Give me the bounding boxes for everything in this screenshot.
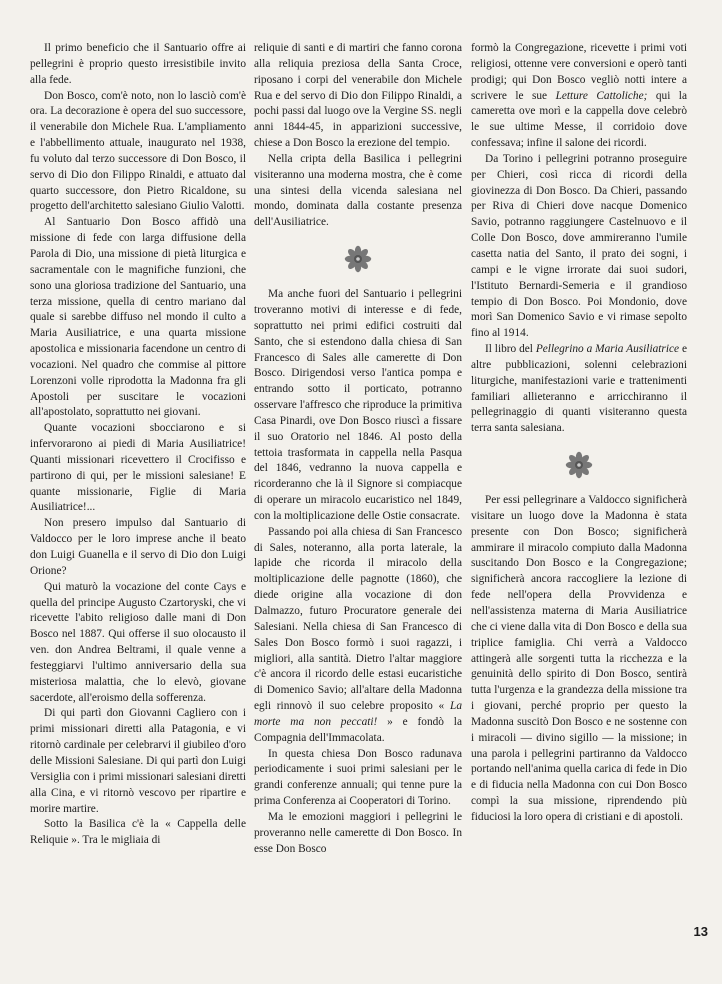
paragraph-text: Ma anche fuori del Santuario i pellegrini troveranno motivi di interesse e di fede, soprattutto nei primi edifici costruiti dal Santo, che si estendono dalla chiesa di San Francesco di Sales alle camerette di Don Bosco. Dirigendosi verso l'antica pompa e entrando sotto il porticato, potranno osservare l'affresco che riproduce la primitiva Casa Pinardi, ove Don Bosco riuscì a fissare il suo Oratorio nel 1846. Al posto della tettoia trasformata in cappella nella Pasqua del 1846, vedranno la nuova cappella e ricorderanno che là il Signore si compiacque di operare un miracolo eucaristico nel 1849, con la moltiplicazione delle Ostie consacrate. [254, 288, 462, 522]
paragraph [471, 342, 687, 437]
paragraph-text-continued: qui la cameretta ove morì e la cappella dove celebrò le sue ultime Messe, il corridoio dove confessava; infine il salone dei ricordi. [471, 89, 687, 150]
paragraph [30, 41, 246, 89]
paragraph-text: Ma le emozioni maggiori i pellegrini le proveranno nelle camerette di Don Bosco. In esse Don Bosco [254, 810, 462, 855]
page-number: 13 [693, 924, 708, 939]
paragraph [30, 817, 246, 849]
paragraph [30, 215, 246, 421]
paragraph [30, 580, 246, 707]
paragraph-text: Il primo beneficio che il Santuario offre ai pellegrini è proprio questo irresistibile invito alla fede. [30, 42, 246, 86]
paragraph-text: Sotto la Basilica c'è la « Cappella delle Reliquie ». Tra le migliaia di [30, 818, 246, 847]
paragraph-text: Da Torino i pellegrini potranno proseguire per Chieri, così ricca di ricordi della giovinezza di Don Bosco. Da Chieri, passando per Riva di Chieri dove nacque Domenico Savio, potranno raggiungere Castelnuovo e il Colle Don Bosco, dove ammireranno l'umile casetta natia del Santo, il prato dei sogni, i campi e le vigne irrorate dai suoi sudori, l'Istituto Bernardi-Semeria e il grandioso tempio di Don Bosco. Poi Mondonio, dove morì San Domenico Savio e vi rimase sepolto fino al 1914. [471, 152, 687, 340]
paragraph-text: Il libro del [485, 343, 533, 356]
paragraph-text: reliquie di santi e di martiri che fanno corona alla reliquia preziosa della Santa Croce, riposano i corpi del venerabile don Michele Rua e del servo di Dio don Filippo Rinaldi, a pochi passi dal luogo ove la Vergine SS. negli anni 1844-45, in apparizioni successive, chiese a Don Bosco la erezione del tempio. [254, 42, 462, 150]
text-column-1 [30, 41, 246, 946]
paragraph [254, 287, 462, 525]
paragraph-text: Non presero impulso dal Santuario di Valdocco per le loro imprese anche il beato don Luigi Guanella e il servo di Dio don Luigi Orione? [30, 517, 246, 577]
italic-title: Pellegrino a Maria Ausiliatrice [535, 343, 680, 356]
italic-title: La morte ma non peccati! [254, 700, 462, 728]
paragraph [30, 89, 246, 216]
paragraph [30, 706, 246, 817]
paragraph-text: Passando poi alla chiesa di San Francesco di Sales, noteranno, alla porta laterale, la lapide che ricorda il miracolo della moltiplicazione delle pagnotte (1860), che diede origine alla vocazione di don Dalmazzo, futuro Procuratore generale dei Salesiani. Nella chiesa di San Francesco di Sales Don Bosco formò i suoi ragazzi, i migliori, alla santità. Dietro l'altar maggiore c'è ancora il ricordo delle estasi eucaristiche di Domenico Savio; all'altare della Madonna egli rinnovò il suo celebre proposito « [254, 525, 462, 713]
paragraph-text: In questa chiesa Don Bosco radunava periodicamente i suoi primi salesiani per le grandi conferenze annuali; qui tenne pure la prima Conferenza ai Cooperatori di Torino. [254, 747, 462, 808]
paragraph-text: Di qui partì don Giovanni Cagliero con i primi missionari diretti alla Patagonia, e vi ritornò cardinale per celebrarvi il giubileo d'oro delle Missioni Salesiane. Di qui partì don Luigi Versiglia con i primi missionari salesiani diretti alla Cina, e vi ritornò vescovo per ripartire e morire martire. [30, 707, 246, 815]
paragraph [254, 41, 462, 152]
paragraph [254, 152, 462, 231]
paragraph [254, 525, 462, 747]
paragraph [471, 152, 687, 342]
paragraph-text-continued: » e fondò la Compagnia dell'Immacolata. [254, 715, 462, 744]
floral-ornament-icon [564, 450, 594, 480]
paragraph-text: Quante vocazioni sbocciarono e si infervorarono ai piedi di Maria Ausiliatrice! Quanti missionari ricevettero il Crocifisso e partirono di qui, per le missioni salesiane! E quante missionarie, Figlie di Maria Ausiliatrice!... [30, 422, 246, 514]
section-divider [471, 437, 687, 493]
paragraph [254, 810, 462, 858]
paragraph [471, 41, 687, 152]
paragraph [30, 516, 246, 579]
paragraph [471, 493, 687, 826]
paragraph-text: formò la Congregazione, ricevette i primi voti religiosi, ottenne vere conversioni e operò tanti prodigi; qui Don Bosco vegliò notti intere a scrivere le sue [471, 42, 687, 102]
paragraph [254, 747, 462, 810]
paragraph-text: Don Bosco, com'è noto, non lo lasciò com'è ora. La decorazione è opera del suo successore, il venerabile don Michele Rua. L'ampliamento e l'abbellimento attuale, inaugurato nel 1938, fu voluto dal terzo successore di Don Bosco, il servo di Dio don Filippo Rinaldi, e attuato dal quarto successore, don Pietro Ricaldone, su progetto dell'architetto salesiano Giulio Valotti. [30, 89, 246, 213]
floral-ornament-icon [343, 244, 373, 274]
section-divider [254, 231, 462, 287]
paragraph-text-continued: e altre pubblicazioni, solenni celebrazioni liturgiche, manifestazioni varie e trattenimenti familiari allieteranno e arricchiranno il pellegrinaggio di quanti visiteranno questa terra santa salesiana. [471, 343, 687, 435]
text-column-3 [471, 41, 687, 946]
italic-title: Letture Cattoliche; [555, 89, 648, 102]
paragraph-text: Al Santuario Don Bosco affidò una missione di fede con larga diffusione della Parola di Dio, una missione di pietà liturgica e sacramentale con le magnifiche funzioni, che sono una gloriosa tradizione del Santuario, una terza missione, quella di centro mariano dal quale si sarebbe diffuso nel mondo il culto a Maria Ausiliatrice, e una quarta missione apostolica e missionaria facendone un centro di vocazioni. Nel quadro che commise al pittore Lorenzoni volle riprodotta la Madonna fra gli Apostoli per suscitare le vocazioni all'apostolato, soprattutto nei giovani. [30, 216, 246, 419]
paragraph-text: Per essi pellegrinare a Valdocco significherà visitare un luogo dove la Madonna è stata presente con Don Bosco; significherà ammirare il miracolo compiuto dalla Madonna suscitando Don Bosco e la Congregazione; significherà ancora raccogliere la lezione di fede nell'opera della Provvidenza e nell'assistenza materna di Maria Ausiliatrice che ci viene dalla vita di Don Bosco e della sua triplice famiglia. Chi verrà a Valdocco attingerà alle sorgenti tutta la ricchezza e la genuinità dello spirito di Don Bosco, sentirà tutta l'urgenza e la grandezza della missione tra i giovani, perché proprio per questo la Madonna suscitò Don Bosco e ne sostenne con i miracoli — divino sigillo — la missione; in una parola i pellegrini partiranno da Valdocco portando nell'anima quella carica di fede in Dio e di fiducia nella Madonna con cui Don Bosco compì la sua missione, riprendendo più fiduciosi la loro opera di cristiani e di apostoli. [471, 494, 687, 823]
paragraph [30, 421, 246, 516]
text-column-2 [254, 41, 462, 946]
paragraph-text: Nella cripta della Basilica i pellegrini visiteranno una moderna mostra, che è come una sintesi della vicenda salesiana nel mondo, dominata dalla costante presenza dell'Ausiliatrice. [254, 152, 462, 229]
paragraph-text: Qui maturò la vocazione del conte Cays e quella del principe Augusto Czartoryski, che vi ricevette l'abito religioso dalle mani di Don Bosco nel 1887. Qui offerse il suo olocausto il ven. don Andrea Beltrami, il quale venne a festeggiarvi l'ultimo anniversario della sua misteriosa malattia, che lo elevò, giovane sacerdote, all'eroismo della sofferenza. [30, 580, 246, 704]
